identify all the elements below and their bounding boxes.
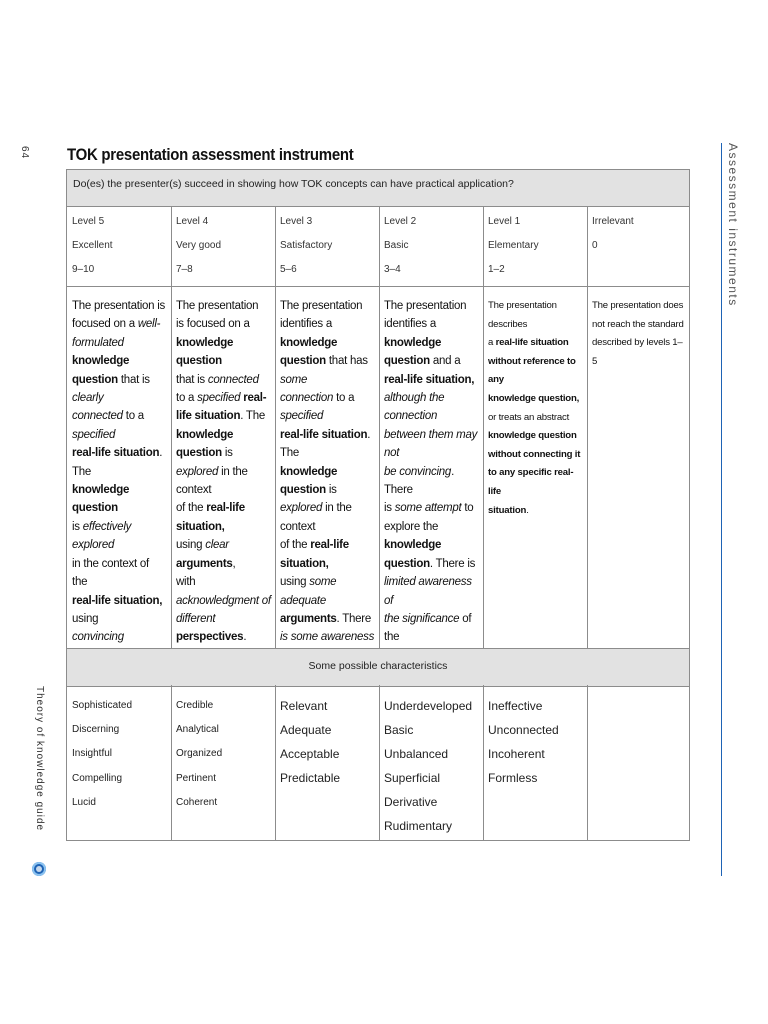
level-rating: Very good (176, 240, 222, 251)
descriptor-line: explore the knowledge (384, 520, 442, 552)
assessment-question: Do(es) the presenter(s) succeed in showing how TOK concepts can have practical application? (67, 170, 689, 207)
descriptor-line: The presentation is (72, 300, 166, 312)
descriptor-line: using clear arguments, (176, 539, 236, 570)
descriptor-line: The presentation (176, 300, 259, 312)
characteristic-item: Sophisticated (72, 700, 133, 711)
descriptor-line: of the real-life situation, (176, 502, 245, 533)
level-rating: 0 (592, 240, 598, 251)
level-rating: Basic (384, 240, 409, 251)
descriptor-line: connection to a specified (280, 392, 355, 423)
descriptor-line: focused on a well- (72, 318, 161, 331)
level-marks (592, 258, 687, 282)
descriptor-line: between them may not (384, 428, 478, 460)
section-rule (721, 143, 722, 876)
characteristic-item: Derivative (384, 795, 438, 809)
level-rating: Elementary (488, 240, 539, 251)
level-descriptor (67, 297, 171, 645)
level-descriptor (171, 297, 275, 645)
characteristic-item: Adequate (280, 723, 332, 737)
descriptor-line: question. There is (384, 557, 476, 570)
descriptor-line: life situation. The (176, 410, 265, 423)
descriptor-line: is some awareness (280, 631, 375, 644)
descriptor-line: situation. (488, 504, 529, 516)
characteristics-heading: Some possible characteristics (67, 648, 689, 687)
characteristic-item: Rudimentary (384, 819, 453, 833)
characteristic-item: Unbalanced (384, 747, 449, 761)
descriptor-line: real-life situation. The (280, 428, 371, 460)
descriptor-line: with acknowledgment of (176, 576, 271, 607)
level-header (379, 210, 483, 285)
descriptor-line: in the context of the (72, 557, 149, 589)
descriptor-line: connected to a specified (72, 410, 144, 441)
level-header (587, 210, 691, 285)
level-descriptor (483, 297, 587, 645)
descriptor-line: real-life situation, (384, 373, 475, 386)
side-guide-title: Theory of knowledge guide (34, 686, 45, 832)
characteristic-item: Pertinent (176, 772, 217, 784)
descriptor-line: real-life situation, using (72, 594, 163, 625)
characteristic-item: Ineffective (488, 699, 543, 713)
section-title: Assessment instruments (726, 143, 740, 307)
descriptor-line: The presentation does (592, 300, 684, 311)
level-level: Level 4 (176, 216, 209, 227)
descriptor-line: question and a (384, 355, 461, 368)
descriptor-line: different perspectives. (176, 612, 247, 644)
descriptor-line: identifies a knowledge (280, 318, 338, 349)
descriptor-line: limited awareness of (384, 576, 472, 607)
document-title: TOK presentation assessment instrument (67, 145, 354, 164)
level-marks: 3–4 (384, 264, 401, 275)
page-number: 64 (19, 146, 30, 160)
level-marks: 7–8 (176, 264, 193, 275)
characteristic-item: Discerning (72, 724, 120, 736)
descriptor-line: be convincing. There (384, 465, 455, 497)
characteristic-item: Relevant (280, 699, 328, 713)
descriptor-line: question that has some (280, 355, 368, 386)
characteristic-item: Insightful (72, 748, 113, 760)
descriptor-line: question that is clearly (72, 373, 150, 405)
characteristic-item: Underdeveloped (384, 699, 473, 713)
descriptor-line: to any specific real-life (488, 467, 574, 497)
descriptor-line: to a specified real- (176, 392, 267, 405)
descriptor-line: explored in the context (176, 465, 248, 497)
characteristic-item: Predictable (280, 771, 341, 785)
characteristics-list (379, 694, 483, 839)
descriptor-line: the significance of the (384, 612, 472, 644)
level-descriptor (275, 297, 379, 645)
characteristic-item: Formless (488, 771, 538, 785)
characteristic-item: Incoherent (488, 747, 545, 761)
characteristic-item: Unconnected (488, 723, 559, 737)
characteristics-list (587, 694, 691, 839)
descriptor-line: or treats an abstract (488, 411, 570, 423)
assessment-table (66, 169, 690, 841)
level-header (67, 210, 171, 285)
descriptor-line: formulated knowledge (72, 336, 130, 368)
row-divider (67, 286, 689, 287)
descriptor-line: is some attempt to (384, 502, 474, 515)
descriptor-line: is focused on a (176, 318, 250, 331)
characteristic-item: Acceptable (280, 747, 340, 761)
descriptor-line: described by levels 1–5 (592, 337, 683, 367)
ib-logo-icon (32, 862, 46, 876)
level-level: Level 2 (384, 216, 417, 227)
characteristics-list (171, 694, 275, 839)
level-level: Irrelevant (592, 216, 634, 227)
descriptor-line: although the connection (384, 392, 445, 423)
level-marks: 1–2 (488, 264, 505, 275)
level-level: Level 1 (488, 216, 521, 227)
descriptor-line: using some adequate (280, 576, 337, 607)
characteristic-item: Basic (384, 723, 414, 737)
characteristic-item: Compelling (72, 772, 123, 784)
characteristic-item: Organized (176, 748, 223, 760)
descriptor-line: knowledge question (176, 336, 234, 368)
level-level: Level 5 (72, 216, 105, 227)
descriptor-line: is effectively explored (72, 520, 132, 552)
level-marks: 5–6 (280, 264, 297, 275)
level-level: Level 3 (280, 216, 313, 227)
descriptor-line: real-life situation. The (72, 447, 163, 478)
level-header (171, 210, 275, 285)
descriptor-line: knowledge question is (176, 428, 234, 460)
descriptor-line: without reference to any (488, 355, 576, 386)
characteristic-item: Credible (176, 700, 214, 711)
descriptor-line: that is connected (176, 373, 259, 386)
descriptor-line: of the real-life situation, (280, 539, 349, 570)
characteristics-list (67, 694, 171, 839)
descriptor-line: knowledge question, (488, 392, 580, 404)
descriptor-line: explored in the context (280, 502, 352, 533)
descriptor-line: knowledge question (488, 430, 577, 442)
level-header (483, 210, 587, 285)
descriptor-line: The presentation describes (488, 300, 557, 330)
descriptor-line: identifies a knowledge (384, 318, 442, 349)
descriptor-line: a real-life situation (488, 337, 569, 349)
characteristics-list (275, 694, 379, 839)
descriptor-line: knowledge question (72, 484, 130, 515)
descriptor-line: knowledge question is (280, 465, 338, 497)
level-rating: Excellent (72, 240, 113, 251)
descriptor-line: convincing (72, 631, 124, 644)
descriptor-line: The presentation (280, 300, 363, 312)
level-descriptor (587, 297, 691, 645)
level-descriptor (379, 297, 483, 645)
characteristics-list (483, 694, 587, 839)
descriptor-line: The presentation (384, 300, 467, 312)
characteristic-item: Coherent (176, 796, 218, 808)
descriptor-line: arguments. There (280, 612, 372, 625)
characteristic-item: Analytical (176, 724, 219, 736)
level-rating: Satisfactory (280, 240, 333, 251)
level-marks: 9–10 (72, 264, 95, 275)
characteristic-item: Lucid (72, 796, 96, 808)
level-header (275, 210, 379, 285)
characteristic-item: Superficial (384, 771, 441, 785)
descriptor-line: without connecting it (488, 448, 581, 460)
descriptor-line: not reach the standard (592, 318, 684, 330)
